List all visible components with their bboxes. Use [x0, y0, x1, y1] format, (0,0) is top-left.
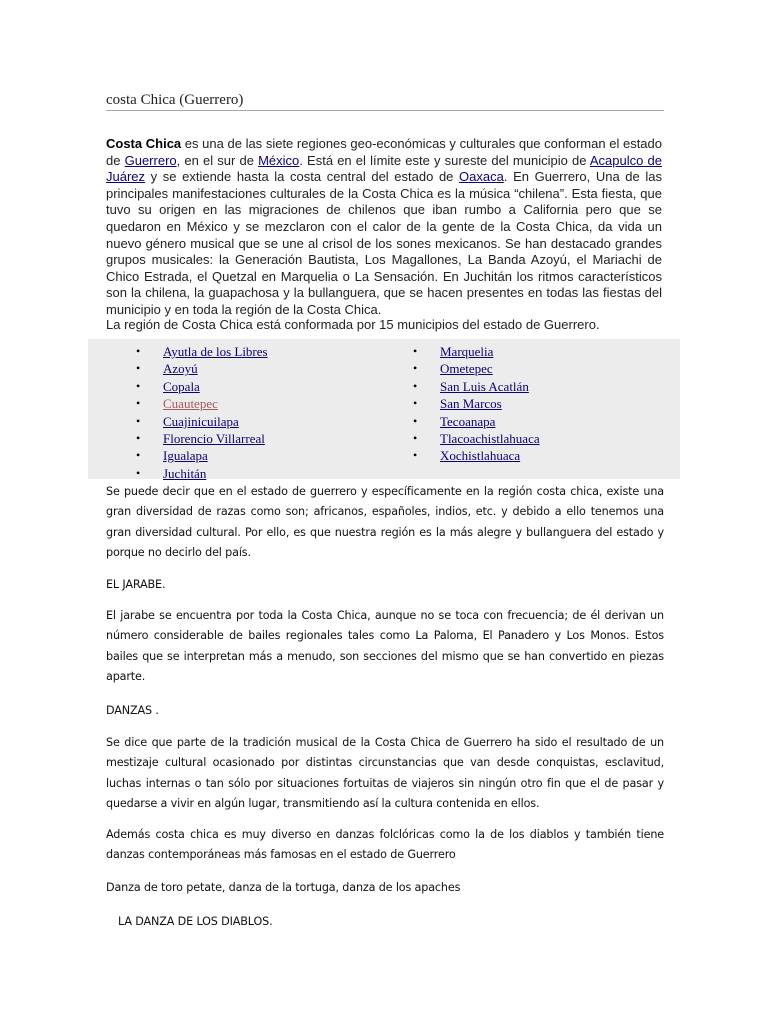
bullet-icon: •	[136, 378, 141, 393]
intro-paragraph	[106, 136, 662, 319]
intro-text: y se extiende hasta la costa central del estado de	[145, 169, 460, 185]
list-item	[413, 378, 540, 395]
heading-danzas: DANZAS .	[106, 704, 159, 717]
list-item	[413, 360, 540, 377]
bullet-icon: •	[136, 448, 141, 463]
list-item	[136, 430, 268, 447]
municipio-link[interactable]: Ometepec	[440, 361, 493, 377]
municipio-link[interactable]: San Marcos	[440, 396, 502, 412]
bullet-icon: •	[413, 396, 418, 411]
municipio-link[interactable]: Cuajinicuilapa	[163, 413, 239, 429]
bullet-icon: •	[413, 344, 418, 358]
region-summary: La región de Costa Chica está conformada por 15 municipios del estado de Guerrero.	[106, 317, 600, 332]
municipios-list-left	[136, 343, 268, 482]
heading-danza-diablos: LA DANZA DE LOS DIABLOS.	[118, 915, 273, 928]
link-guerrero[interactable]: Guerrero	[124, 152, 177, 168]
paragraph-danzas-folkloricas: Además costa chica es muy diverso en danzas folclóricas como la de los diablos y también tiene danzas contemporáneas más famosas en el estado de Guerrero	[106, 828, 664, 862]
list-item	[136, 343, 268, 360]
municipio-link[interactable]: Tecoanapa	[440, 413, 496, 429]
bullet-icon: •	[413, 413, 418, 428]
municipios-list-right	[413, 343, 540, 465]
list-item	[136, 465, 268, 482]
intro-text: , en el sur de	[176, 152, 259, 168]
bullet-icon: •	[136, 431, 141, 446]
paragraph-diversidad: Se puede decir que en el estado de guerrero y específicamente en la región costa chica, existe una gran diversidad de razas como son; africanos, españoles, indios, etc. y debido a ello tenemos una gran diversidad cultural. Por ello, es que nuestra región es la más alegre y bullanguera del estado y porque no decirlo del país.	[106, 485, 664, 560]
bullet-icon: •	[413, 361, 418, 376]
municipio-link[interactable]: Igualapa	[163, 448, 208, 464]
bullet-icon: •	[136, 413, 141, 428]
municipio-link[interactable]: Juchitán	[163, 465, 207, 481]
municipio-link[interactable]: Florencio Villarreal	[163, 431, 265, 447]
page-title: costa Chica (Guerrero)	[106, 91, 664, 111]
municipio-link[interactable]: Xochistlahuaca	[440, 448, 521, 464]
municipio-link[interactable]: Copala	[163, 378, 200, 394]
intro-text: es una de las siete regiones geo-económicas y culturales que conforman el estado de	[106, 136, 662, 168]
bullet-icon: •	[136, 361, 141, 376]
list-item	[136, 360, 268, 377]
bullet-icon: •	[413, 378, 418, 393]
intro-bold-term: Costa Chica	[106, 136, 182, 151]
heading-jarabe: EL JARABE.	[106, 578, 166, 591]
list-item	[413, 395, 540, 412]
municipio-link[interactable]: Cuautepec	[163, 396, 218, 412]
list-item	[136, 395, 268, 412]
link-oaxaca[interactable]: Oaxaca	[459, 169, 504, 185]
municipio-link[interactable]: San Luis Acatlán	[440, 378, 529, 394]
bullet-icon: •	[413, 431, 418, 446]
list-item	[413, 413, 540, 430]
bullet-icon: •	[136, 396, 141, 411]
list-item	[136, 378, 268, 395]
bullet-icon: •	[413, 448, 418, 463]
list-item	[413, 447, 540, 464]
link-mexico[interactable]: México	[258, 152, 300, 168]
bullet-icon: •	[136, 465, 141, 480]
bullet-icon: •	[136, 344, 141, 358]
municipio-link[interactable]: Ayutla de los Libres	[163, 344, 268, 359]
list-item	[413, 343, 540, 360]
list-item	[413, 430, 540, 447]
paragraph-jarabe: El jarabe se encuentra por toda la Costa Chica, aunque no se toca con frecuencia; de él derivan un número considerable de bailes regionales tales como La Paloma, El Panadero y Los Monos. Estos bailes que se interpretan más a menudo, son secciones del mismo que se han convertido en piezas aparte.	[106, 609, 664, 684]
list-item	[136, 447, 268, 464]
paragraph-lista-danzas: Danza de toro petate, danza de la tortuga, danza de los apaches	[106, 881, 461, 894]
intro-text: . En Guerrero, Una de las principales manifestaciones culturales de la Costa Chica es la música “chilena”. Esta fiesta, que tuvo su origen en las migraciones de chilenos que iban rumbo a California pero que se quedaron en México y se mezclaron con el calor de la gente de la Costa Chica, da vida un nuevo género musical que se une al crisol de los sones mexicanos. Se han destacado grandes grupos musicales: la Generación Bautista, Los Magallones, La Banda Azoyú, el Mariachi de Chico Estrada, el Quetzal en Marquelia o La Sensación. En Juchitán los ritmos característicos son la chilena, la guapachosa y la bullanguera, que se hacen presentes en todas las fiestas del municipio y en toda la región de la Costa Chica.	[106, 169, 662, 317]
list-item	[136, 413, 268, 430]
intro-text: . Está en el límite este y sureste del municipio de	[299, 152, 590, 168]
link-acapulco[interactable]: Acapulco de Juárez	[106, 152, 662, 185]
municipio-link[interactable]: Azoyú	[163, 361, 198, 377]
paragraph-mestizaje: Se dice que parte de la tradición musical de la Costa Chica de Guerrero ha sido el resultado de un mestizaje cultural ocasionado por distintas circunstancias que van desde conquistas, esclavitud, luchas internas o tan sólo por situaciones fortuitas de viajeros sin ningún otro fin que el de pasar y quedarse a vivir en algún lugar, transmitiendo así la cultura contenida en ellos.	[106, 736, 664, 811]
municipio-link[interactable]: Marquelia	[440, 344, 494, 359]
municipio-link[interactable]: Tlacoachistlahuaca	[440, 431, 540, 447]
